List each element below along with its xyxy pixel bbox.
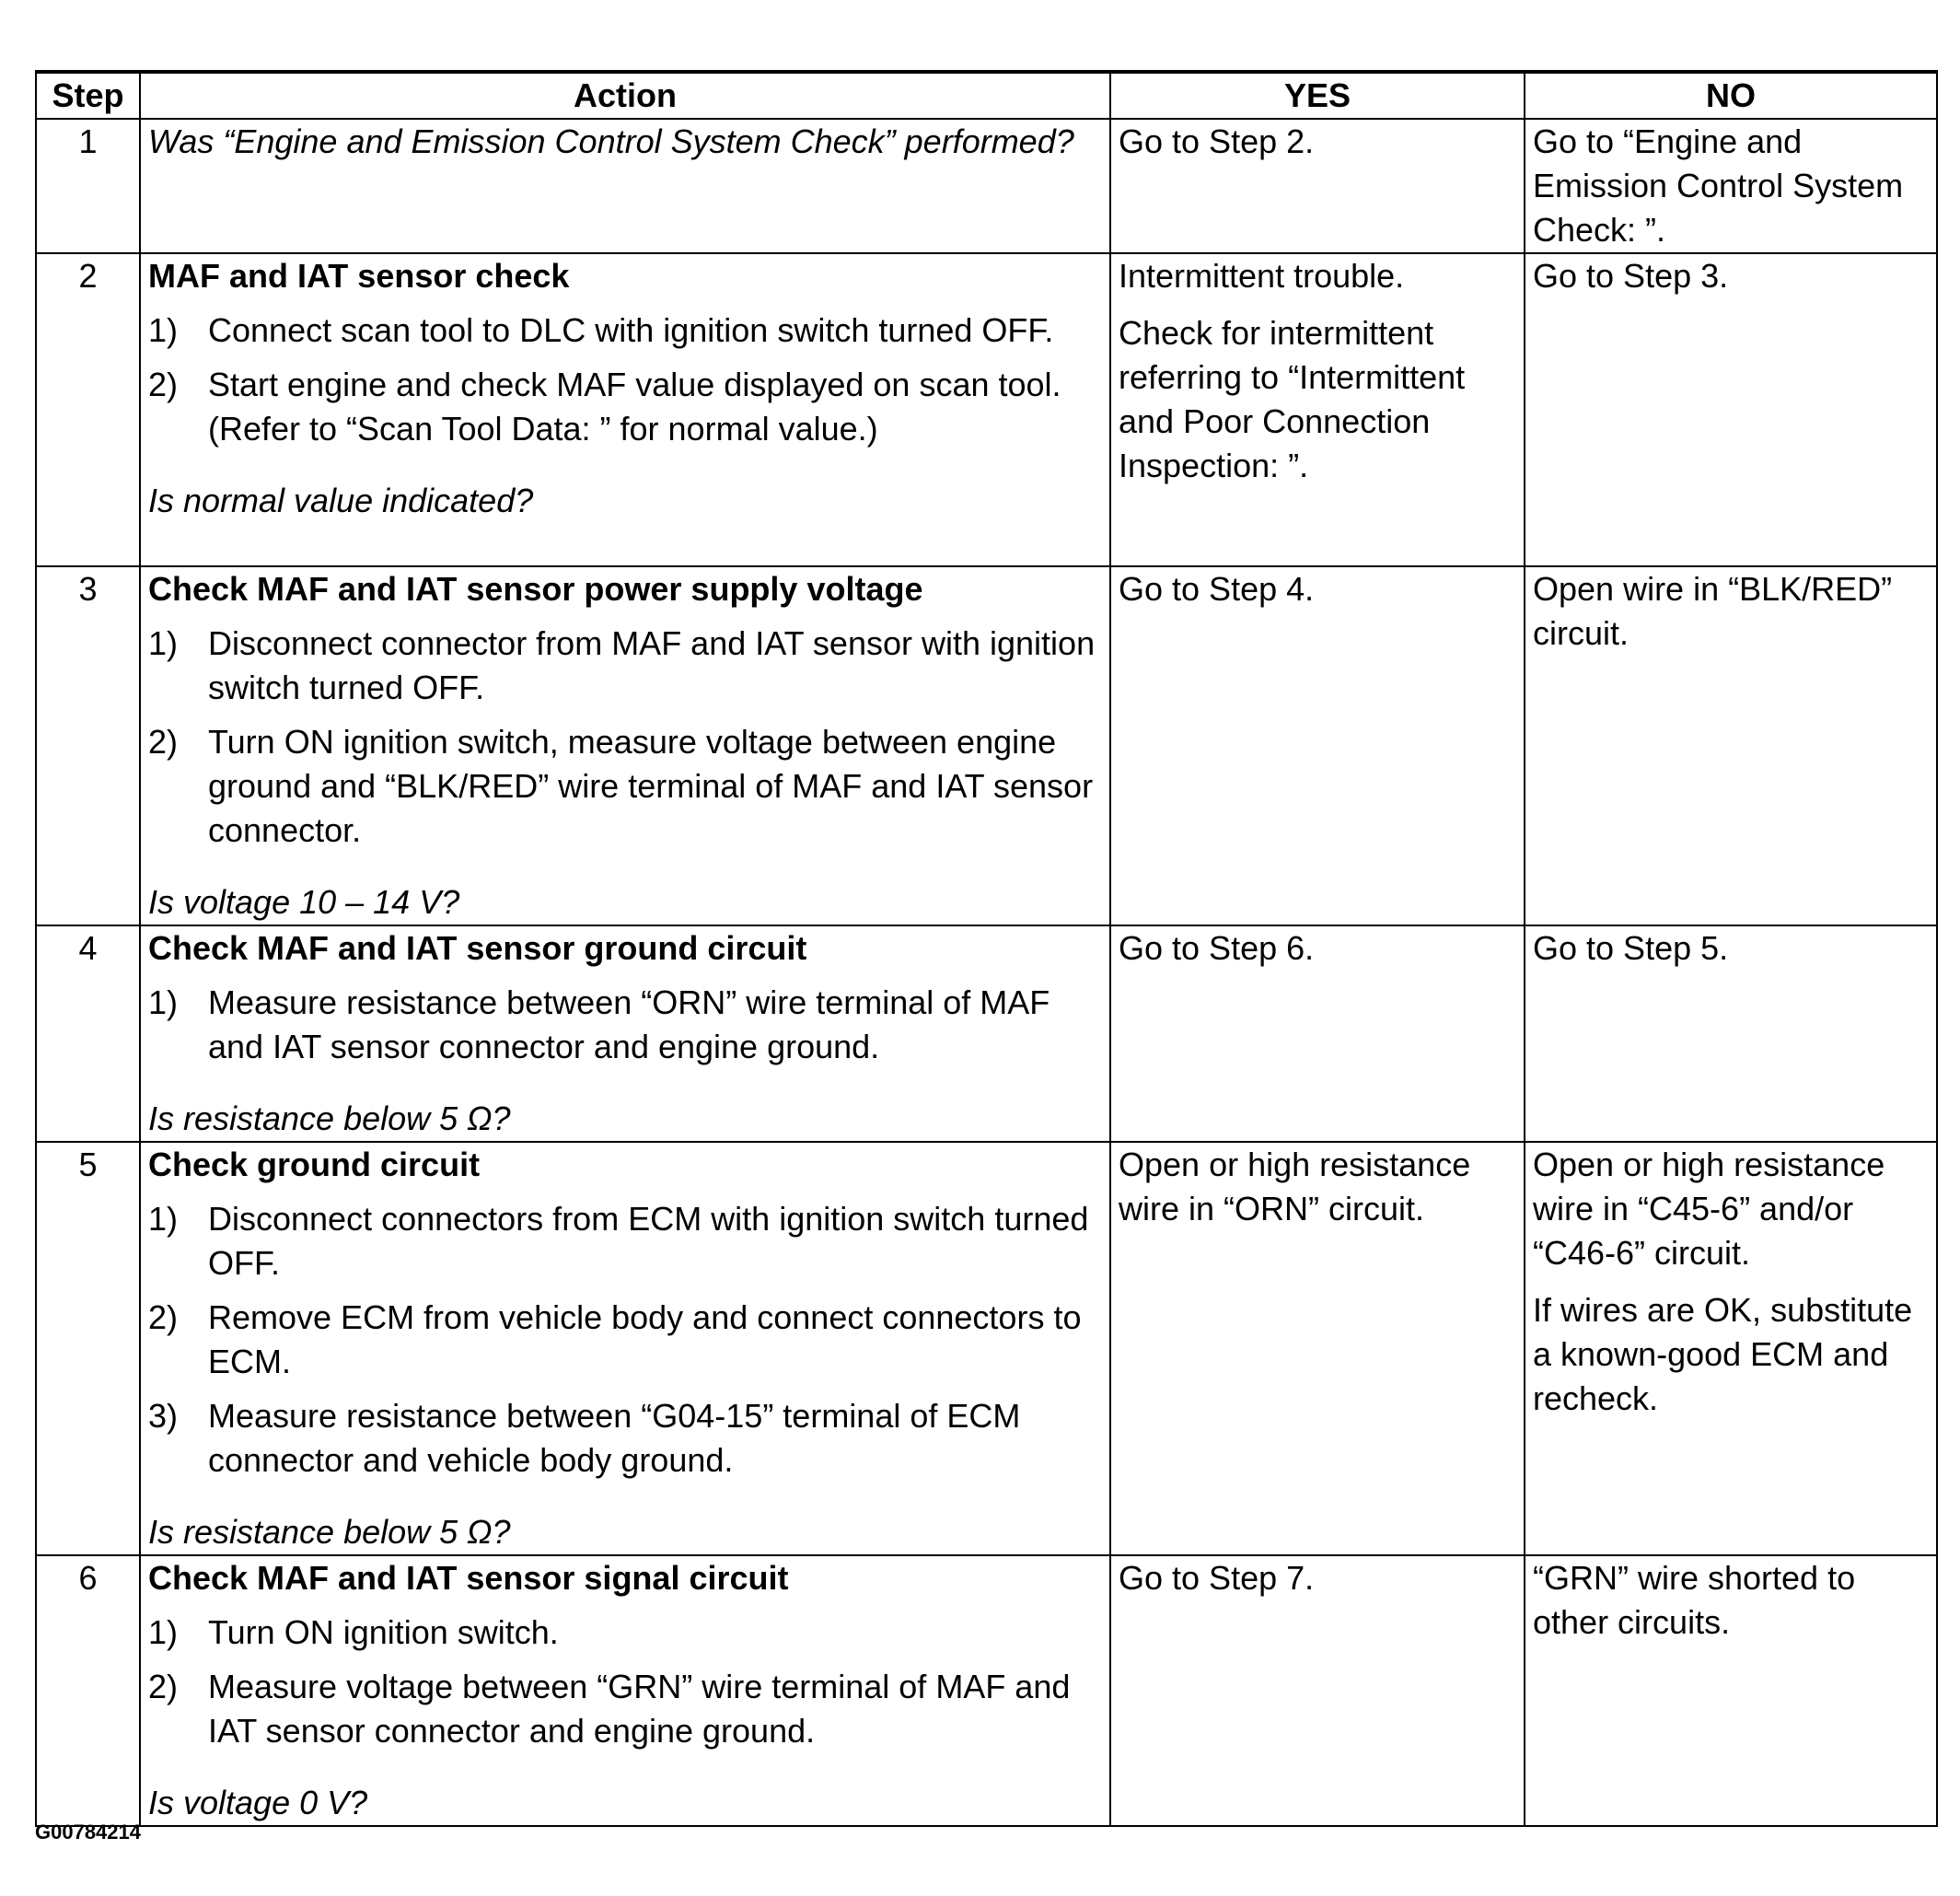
action-cell	[140, 566, 1110, 925]
action-title: Check MAF and IAT sensor signal circuit	[148, 1559, 789, 1597]
item-text: Turn ON ignition switch, measure voltage between engine ground and “BLK/RED” wire terminal of MAF and IAT sensor connector.	[208, 723, 1094, 849]
no-cell	[1525, 1142, 1937, 1555]
yes-cell	[1110, 1142, 1525, 1555]
list-item	[148, 981, 1102, 1069]
action-cell	[140, 1142, 1110, 1555]
header-yes: YES	[1110, 72, 1525, 119]
item-text: Start engine and check MAF value displayed on scan tool. (Refer to “Scan Tool Data: ” for normal value.)	[208, 366, 1061, 448]
item-number: 1)	[148, 311, 179, 349]
list-item	[148, 1394, 1102, 1483]
no-cell	[1525, 566, 1937, 925]
yes-result: Open or high resistance wire in “ORN” circuit.	[1119, 1146, 1471, 1227]
item-number: 1)	[148, 1613, 179, 1651]
action-title: Check ground circuit	[148, 1146, 481, 1183]
action-steps	[148, 308, 1102, 451]
list-item	[148, 1296, 1102, 1384]
step-number: 6	[36, 1555, 140, 1826]
action-question: Is voltage 10 – 14 V?	[148, 883, 460, 921]
step-number: 1	[36, 119, 140, 253]
action-cell	[140, 119, 1110, 253]
yes-cell	[1110, 119, 1525, 253]
table-row	[36, 925, 1937, 1142]
action-steps	[148, 1197, 1102, 1483]
action-steps	[148, 622, 1102, 853]
action-cell	[140, 253, 1110, 566]
diagnostic-table	[35, 70, 1938, 1827]
yes-result: Go to Step 7.	[1119, 1559, 1315, 1597]
item-number: 2)	[148, 1298, 179, 1336]
item-number: 2)	[148, 1668, 179, 1705]
action-question: Is resistance below 5 Ω?	[148, 1099, 511, 1137]
yes-result: Go to Step 2.	[1119, 122, 1315, 160]
item-text: Measure resistance between “ORN” wire terminal of MAF and IAT sensor connector and engine ground.	[208, 983, 1050, 1065]
list-item	[148, 622, 1102, 710]
item-number: 1)	[148, 983, 179, 1021]
no-result-detail: If wires are OK, substitute a known-good ECM and recheck.	[1533, 1291, 1913, 1417]
action-question: Is voltage 0 V?	[148, 1784, 368, 1821]
yes-cell	[1110, 253, 1525, 566]
list-item	[148, 1665, 1102, 1753]
no-cell	[1525, 1555, 1937, 1826]
table-header-row	[36, 72, 1937, 119]
step-number: 3	[36, 566, 140, 925]
yes-cell	[1110, 566, 1525, 925]
no-result: “GRN” wire shorted to other circuits.	[1533, 1559, 1856, 1641]
step-number: 4	[36, 925, 140, 1142]
item-text: Turn ON ignition switch.	[208, 1613, 559, 1651]
list-item	[148, 308, 1102, 353]
action-steps	[148, 981, 1102, 1069]
item-number: 1)	[148, 624, 179, 662]
list-item	[148, 1611, 1102, 1655]
item-text: Measure resistance between “G04-15” terminal of ECM connector and vehicle body ground.	[208, 1397, 1021, 1479]
yes-result: Go to Step 4.	[1119, 570, 1315, 608]
table-row	[36, 253, 1937, 566]
action-question: Is normal value indicated?	[148, 482, 534, 519]
list-item	[148, 363, 1102, 451]
item-number: 2)	[148, 723, 179, 761]
header-step: Step	[36, 72, 140, 119]
step-number: 2	[36, 253, 140, 566]
list-item	[148, 720, 1102, 853]
no-cell	[1525, 253, 1937, 566]
no-result: Open wire in “BLK/RED” circuit.	[1533, 570, 1893, 652]
step-number: 5	[36, 1142, 140, 1555]
no-result: Go to “Engine and Emission Control System Check: ”.	[1533, 122, 1904, 249]
item-number: 2)	[148, 366, 179, 403]
yes-result-detail: Check for intermittent referring to “Intermittent and Poor Connection Inspection: ”.	[1119, 314, 1466, 484]
yes-cell	[1110, 925, 1525, 1142]
yes-result: Go to Step 6.	[1119, 929, 1315, 967]
figure-id: G00784214	[35, 1820, 141, 1844]
no-cell	[1525, 119, 1937, 253]
header-no: NO	[1525, 72, 1937, 119]
action-cell	[140, 925, 1110, 1142]
yes-cell	[1110, 1555, 1525, 1826]
list-item	[148, 1197, 1102, 1285]
yes-result: Intermittent trouble.	[1119, 257, 1405, 295]
action-title: MAF and IAT sensor check	[148, 257, 570, 295]
table-row	[36, 1555, 1937, 1826]
action-question: Was “Engine and Emission Control System Check” performed?	[148, 122, 1074, 160]
item-text: Disconnect connector from MAF and IAT sensor with ignition switch turned OFF.	[208, 624, 1096, 706]
item-number: 1)	[148, 1200, 179, 1238]
item-text: Remove ECM from vehicle body and connect connectors to ECM.	[208, 1298, 1082, 1380]
table-row	[36, 1142, 1937, 1555]
header-action: Action	[140, 72, 1110, 119]
action-title: Check MAF and IAT sensor ground circuit	[148, 929, 807, 967]
action-question: Is resistance below 5 Ω?	[148, 1513, 511, 1551]
item-text: Measure voltage between “GRN” wire terminal of MAF and IAT sensor connector and engine ground.	[208, 1668, 1071, 1750]
no-cell	[1525, 925, 1937, 1142]
no-result: Open or high resistance wire in “C45-6” and/or “C46-6” circuit.	[1533, 1146, 1885, 1272]
action-steps	[148, 1611, 1102, 1753]
no-result: Go to Step 3.	[1533, 257, 1729, 295]
action-cell	[140, 1555, 1110, 1826]
item-text: Connect scan tool to DLC with ignition switch turned OFF.	[208, 311, 1054, 349]
action-title: Check MAF and IAT sensor power supply voltage	[148, 570, 923, 608]
item-number: 3)	[148, 1397, 179, 1435]
table-row	[36, 119, 1937, 253]
no-result: Go to Step 5.	[1533, 929, 1729, 967]
table-row	[36, 566, 1937, 925]
item-text: Disconnect connectors from ECM with ignition switch turned OFF.	[208, 1200, 1089, 1282]
